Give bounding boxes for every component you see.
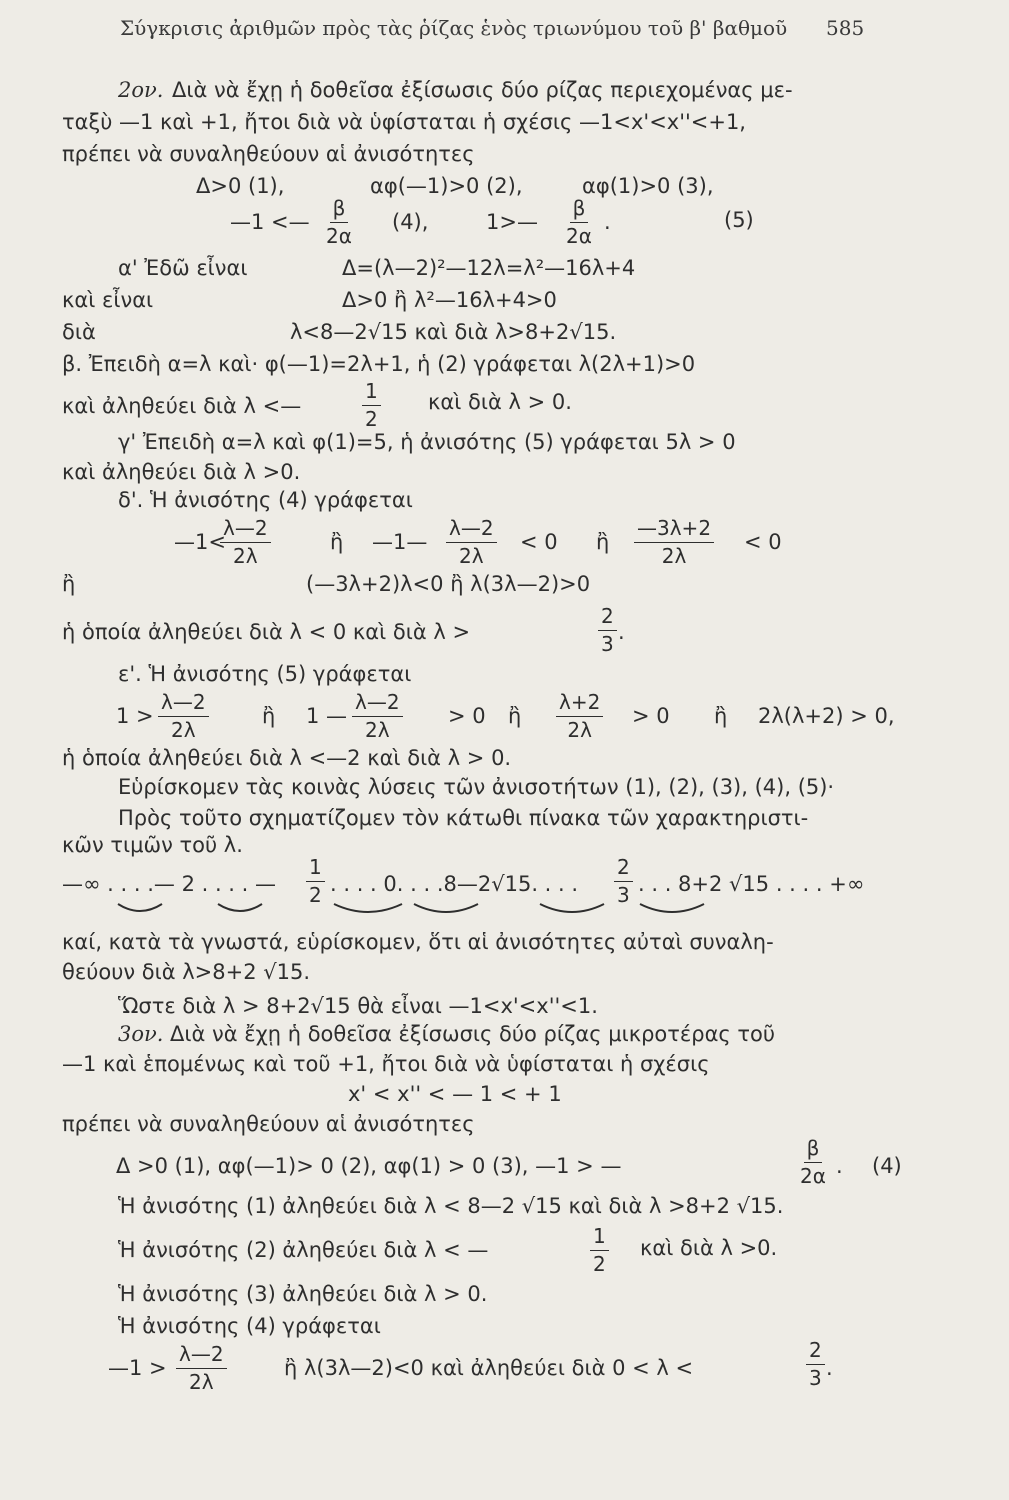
math-token: ἢ [714,704,728,728]
math-token: —1— [372,530,428,554]
condition-5-prefix: 1>— [486,210,538,234]
condition-4-prefix: —1 <— [230,210,310,234]
text-line: καὶ εἶναι [62,288,154,312]
page-number: 585 [826,16,865,40]
math-token: —1< [174,530,226,554]
text-line: ε'. Ἡ ἀνισότης (5) γράφεται [118,662,412,686]
condition-4-tag: (4), [392,210,429,234]
period: . [836,1154,843,1178]
fraction-one-half: $\frac{1}{2}$ [590,1226,609,1274]
text-line: α' Ἐδῶ εἶναι [118,256,248,280]
text-line: ἡ ὁποία ἀληθεύει διὰ λ < 0 καὶ διὰ λ > [62,620,471,644]
math-token: ἢ [330,530,344,554]
interval-arc [540,904,604,912]
text-line: πρέπει νὰ συναληθεύουν αἱ ἀνισότητες [62,1112,475,1136]
text-line: γ' Ἐπειδὴ α=λ καὶ φ(1)=5, ἡ ἀνισότης (5) γράφεται 5λ > 0 [118,430,736,454]
math-token: ἢ [508,704,522,728]
text-line: καί, κατὰ τὰ γνωστά, εὑρίσκομεν, ὅτι αἱ ἀνισότητες αὐταὶ συναλη- [62,930,774,954]
condition-4-tag: (4) [872,1154,902,1178]
equation: Δ>0 ἢ λ²—16λ+4>0 [342,288,557,312]
text-line: καὶ διὰ λ >0. [640,1236,778,1260]
fraction-one-half: $\frac{1}{2}$ [306,857,325,905]
condition-5-tag: (5) [724,208,754,232]
fraction-two-thirds: $\frac{2}{3}$ [614,857,633,905]
equation: (—3λ+2)λ<0 ἢ λ(3λ—2)>0 [306,572,591,596]
math-token: > 0 [448,704,486,728]
math-token: 2λ(λ+2) > 0, [758,704,895,728]
condition-3: αφ(1)>0 (3), [582,174,714,198]
math-token: ἢ [262,704,276,728]
fraction: $\frac{\lambda—2}{2\lambda}$ [220,518,271,566]
fraction: $\frac{\lambda+2}{2\lambda}$ [556,692,603,740]
text-line: β. Ἐπειδὴ α=λ καὶ· φ(—1)=2λ+1, ἡ (2) γράφεται λ(2λ+1)>0 [62,352,696,376]
text-line: —1 καὶ ἑπομένως καὶ τοῦ +1, ἤτοι διὰ νὰ ὑφίσταται ἡ σχέσις [62,1052,710,1076]
text-line: θεύουν διὰ λ>8+2 √15. [62,960,311,984]
fraction: $\frac{\lambda—2}{2\lambda}$ [446,518,497,566]
fraction: $\frac{\lambda—2}{2\lambda}$ [176,1344,227,1392]
fraction-two-thirds: $\frac{2}{3}$ [598,606,617,654]
text-line: Διὰ νὰ ἔχῃ ἡ δοθεῖσα ἐξίσωσις δύο ρίζας περιεχομένας με- [172,78,793,102]
period: . [604,210,611,234]
condition-1: Δ>0 (1), [196,174,285,198]
condition-2: αφ(—1)>0 (2), [370,174,523,198]
math-token: 1 > [116,704,154,728]
equation: λ<8—2√15 καὶ διὰ λ>8+2√15. [290,320,617,344]
fraction-one-half: $\frac{1}{2}$ [362,381,381,429]
math-token: < 0 [744,530,782,554]
text-line: ταξὺ —1 καὶ +1, ἤτοι διὰ νὰ ὑφίσταται ἡ σχέσις —1<x'<x''<+1, [62,110,746,134]
interval-arc [414,904,478,912]
fraction: $\frac{\lambda—2}{2\lambda}$ [352,692,403,740]
text-line: Ἡ ἀνισότης (1) ἀληθεύει διὰ λ < 8—2 √15 καὶ διὰ λ >8+2 √15. [118,1194,784,1218]
text-line: Ἡ ἀνισότης (4) γράφεται [118,1314,381,1338]
interval-arc [334,904,402,912]
number-line-segment: . . . 8+2 √15 . . . . +∞ [638,872,865,896]
running-header: Σύγκρισις ἀριθμῶν πρὸς τὰς ῥίζας ἑνὸς τριωνύμου τοῦ β' βαθμοῦ [120,16,788,40]
text-line: Ὥστε διὰ λ > 8+2√15 θὰ εἶναι —1<x'<x''<1. [118,994,598,1018]
text-line: ἢ λ(3λ—2)<0 καὶ ἀληθεύει διὰ 0 < λ < [284,1356,694,1380]
interval-arc [640,904,704,912]
number-line-segment: —∞ . . . .— 2 . . . . — [62,872,277,896]
text-line: καὶ ἀληθεύει διὰ λ >0. [62,460,301,484]
math-token: ἢ [62,572,76,596]
interval-arc [118,904,162,911]
text-line: Διὰ νὰ ἔχῃ ἡ δοθεῖσα ἐξίσωσις δύο ρίζας μικροτέρας τοῦ [170,1022,776,1046]
text-line: πρέπει νὰ συναληθεύουν αἱ ἀνισότητες [62,142,475,166]
text-line: Εὑρίσκομεν τὰς κοινὰς λύσεις τῶν ἀνισοτήτων (1), (2), (3), (4), (5)· [118,775,835,799]
fraction-beta-over-2alpha: $\frac{\beta}{2\alpha}$ [800,1136,826,1188]
section-2-label: 2ον. [118,78,164,102]
text-line: Ἡ ἀνισότης (3) ἀληθεύει διὰ λ > 0. [118,1282,488,1306]
fraction-two-thirds: $\frac{2}{3}$ [806,1340,825,1388]
math-token: < 0 [520,530,558,554]
text-line: κῶν τιμῶν τοῦ λ. [62,833,243,857]
fraction-beta-over-2alpha: $\frac{\beta}{2\alpha}$ [326,196,352,248]
math-token: > 0 [632,704,670,728]
text-line: Ἡ ἀνισότης (2) ἀληθεύει διὰ λ < — [118,1238,489,1262]
equation: Δ=(λ—2)²—12λ=λ²—16λ+4 [342,256,636,280]
period: . [826,1356,833,1380]
math-token: —1 > [108,1356,167,1380]
fraction: $\frac{\lambda—2}{2\lambda}$ [158,692,209,740]
text-line: ἡ ὁποία ἀληθεύει διὰ λ <—2 καὶ διὰ λ > 0. [62,746,512,770]
text-line: Πρὸς τοῦτο σχηματίζομεν τὸν κάτωθι πίνακα τῶν χαρακτηριστι- [118,806,809,830]
period: . [618,620,625,644]
conditions-line: Δ >0 (1), αφ(—1)> 0 (2), αφ(1) > 0 (3), —1 > — [116,1154,622,1178]
interval-arc [218,904,262,911]
fraction-beta-over-2alpha: $\frac{\beta}{2\alpha}$ [566,196,592,248]
number-line-segment: . . . . 0. . . .8—2√15. . . . [330,872,579,896]
text-line: καὶ διὰ λ > 0. [428,390,572,414]
text-line: διὰ [62,320,96,344]
equation: x' < x'' < — 1 < + 1 [348,1082,562,1106]
fraction: $\frac{—3\lambda+2}{2\lambda}$ [634,518,714,566]
math-token: 1 — [306,704,348,728]
section-3-label: 3ον. [118,1022,164,1046]
math-token: ἢ [596,530,610,554]
text-line: καὶ ἀληθεύει διὰ λ <— [62,394,302,418]
text-line: δ'. Ἡ ἀνισότης (4) γράφεται [118,488,413,512]
